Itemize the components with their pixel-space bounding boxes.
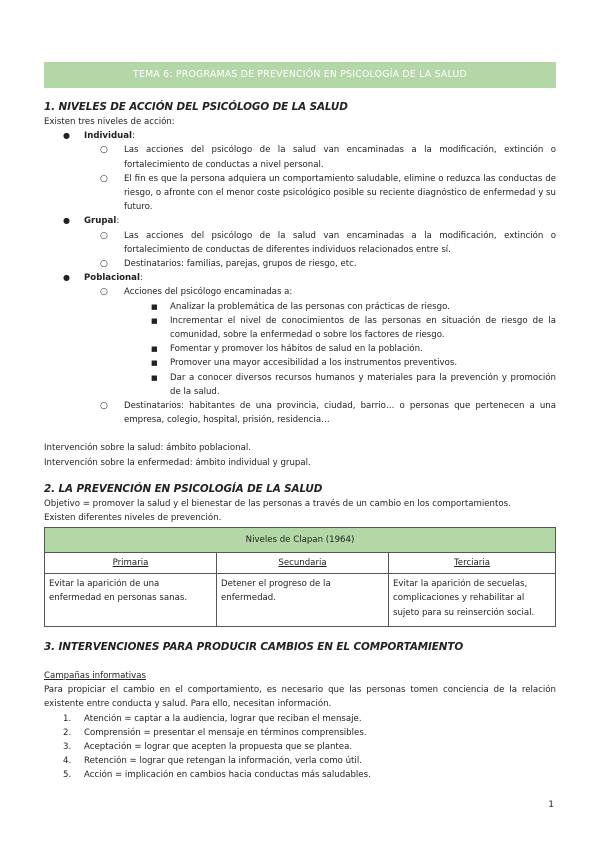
level-grupal: ● Grupal: ○ Las acciones del psicólogo de la salud van encaminadas a la modificación, extinción o fortalecimiento de conductas de diferentes individuos relacionados entre sí. ○ Destinatarios: familias, parejas, grupos de riesgo, etc.	[44, 214, 556, 271]
topic-banner: TEMA 6: PROGRAMAS DE PREVENCIÓN EN PSICOLOGÍA DE LA SALUD	[44, 62, 556, 88]
note-enfermedad: Intervención sobre la enfermedad: ámbito individual y grupal.	[44, 457, 311, 468]
bullet-icon: ●	[63, 273, 70, 283]
list-item: ○ Las acciones del psicólogo de la salud van encaminadas a la modificación, extinción o fortalecimiento de conductas de diferentes individuos relacionados entre sí.	[100, 230, 556, 255]
square-bullet-icon: ■	[151, 302, 158, 311]
section-2-line2: Existen diferentes niveles de prevención.	[44, 513, 222, 524]
level-poblacional: ● Poblacional: ○ Acciones del psicólogo encaminadas a: ■ Analizar la problemática de las personas con prácticas de riesgo. ■ Incrementar el nivel de conocimientos de las personas en situación de riesgo de la comunidad, sobre la enfermedad o sobre los factores de riesgo. ■ Fomentar y promover los hábitos de salud en la población. ■ Promover una mayor accesibilidad a los instrumentos preventivos. ■ Dar a conocer diversos recursos humanos y materiales para la prevención y promoción de la salud. ○ Destinatarios: habitantes de una provincia, ciudad, barrio… o personas que pertenecen a una empresa, colegio, hospital, prisión, residencia…	[44, 271, 556, 427]
circle-bullet-icon: ○	[100, 287, 108, 298]
circle-bullet-icon: ○	[100, 173, 108, 184]
note-salud: Intervención sobre la salud: ámbito poblacional.	[44, 443, 252, 454]
list-item: ■ Fomentar y promover los hábitos de salud en la población.	[124, 342, 556, 356]
section-3-paragraph: Para propiciar el cambio en el comportamiento, es necesario que las personas tomen conciencia de la relación existente entre conducta y salud. Para ello, necesitan información.	[44, 685, 556, 710]
list-item: 5. Acción = implicación en cambios hacia conductas más saludables.	[63, 770, 371, 781]
level-label: Grupal	[84, 216, 117, 227]
table-cell-secundaria: Detener el progreso de la enfermedad.	[217, 574, 389, 627]
circle-bullet-icon: ○	[100, 230, 108, 241]
list-item: ○ Acciones del psicólogo encaminadas a: ■ Analizar la problemática de las personas con prácticas de riesgo. ■ Incrementar el nivel de conocimientos de las personas en situación de riesgo de la comunidad, sobre la enfermedad o sobre los factores de riesgo. ■ Fomentar y promover los hábitos de salud en la población. ■ Promover una mayor accesibilidad a los instrumentos preventivos. ■ Dar a conocer diversos recursos humanos y materiales para la prevención y promoción de la salud.	[84, 285, 556, 399]
levels-list	[44, 129, 556, 427]
list-item: ○ Destinatarios: familias, parejas, grupos de riesgo, etc.	[84, 257, 556, 271]
level-label: Individual	[84, 131, 132, 142]
circle-bullet-icon: ○	[100, 145, 108, 156]
section-2-line1: Objetivo = promover la salud y el bienestar de las personas a través de un cambio en los comportamientos.	[44, 498, 511, 509]
square-bullet-icon: ■	[151, 316, 158, 325]
list-item: ○ Destinatarios: habitantes de una provincia, ciudad, barrio… o personas que pertenecen a una empresa, colegio, hospital, prisión, residencia…	[100, 401, 556, 426]
table-title: Niveles de Clapan (1964)	[45, 528, 556, 553]
list-item: 1. Atención = captar a la audiencia, lograr que reciban el mensaje.	[63, 713, 362, 724]
column-header-secundaria: Secundaria	[217, 553, 389, 574]
section-3-title: 3. INTERVENCIONES PARA PRODUCIR CAMBIOS EN EL COMPORTAMIENTO	[44, 640, 464, 653]
level-label: Poblacional	[84, 273, 140, 284]
level-individual: ● Individual: ○ Las acciones del psicólogo de la salud van encaminadas a la modificación, extinción o fortalecimiento de conductas a nivel personal. ○ El fin es que la persona adquiera un comportamiento saludable, elimine o reduzca las conductas de riesgo, o afronte con el menor coste psicológico posible su reciente diagnóstico de enfermedad y su futuro.	[44, 129, 556, 214]
list-item: ■ Analizar la problemática de las personas con prácticas de riesgo.	[124, 300, 556, 314]
list-item: 4. Retención = lograr que retengan la información, verla como útil.	[63, 756, 362, 767]
list-item: ○ El fin es que la persona adquiera un comportamiento saludable, elimine o reduzca las conductas de riesgo, o afronte con el menor coste psicológico posible su reciente diagnóstico de enfermedad y su futuro.	[100, 173, 556, 213]
section-1-title: 1. NIVELES DE ACCIÓN DEL PSICÓLOGO DE LA SALUD	[44, 101, 348, 113]
page-number: 1	[548, 800, 554, 810]
column-header-terciaria: Terciaria	[389, 553, 556, 574]
prevention-levels-table	[44, 527, 556, 627]
bullet-icon: ●	[63, 131, 70, 141]
section-2-title: 2. LA PREVENCIÓN EN PSICOLOGÍA DE LA SALUD	[44, 482, 323, 495]
square-bullet-icon: ■	[151, 373, 158, 382]
square-bullet-icon: ■	[151, 345, 158, 354]
list-item: ○ Las acciones del psicólogo de la salud van encaminadas a la modificación, extinción o fortalecimiento de conductas a nivel personal.	[100, 145, 556, 170]
square-bullet-icon: ■	[151, 359, 158, 368]
list-item: ■ Incrementar el nivel de conocimientos de las personas en situación de riesgo de la comunidad, sobre la enfermedad o sobre los factores de riesgo.	[151, 315, 556, 341]
circle-bullet-icon: ○	[100, 259, 108, 270]
table-cell-primaria: Evitar la aparición de una enfermedad en personas sanas.	[45, 574, 217, 627]
column-header-primaria: Primaria	[45, 553, 217, 574]
section-1-intro: Existen tres niveles de acción:	[44, 117, 175, 127]
list-item: ■ Promover una mayor accesibilidad a los instrumentos preventivos.	[124, 356, 556, 370]
circle-bullet-icon: ○	[100, 401, 108, 412]
section-3-subtitle: Campañas informativas	[44, 670, 147, 681]
bullet-icon: ●	[63, 216, 70, 226]
communication-steps-list	[44, 712, 556, 783]
list-item: ■ Dar a conocer diversos recursos humanos y materiales para la prevención y promoción de la salud.	[151, 372, 556, 397]
table-cell-terciaria: Evitar la aparición de secuelas, complicaciones y rehabilitar al sujeto para su reinserción social.	[389, 574, 556, 627]
list-item: 2. Comprensión = presentar el mensaje en términos comprensibles.	[63, 727, 367, 738]
document-page	[44, 62, 556, 783]
list-item: 3. Aceptación = lograr que acepten la propuesta que se plantea.	[63, 741, 353, 752]
